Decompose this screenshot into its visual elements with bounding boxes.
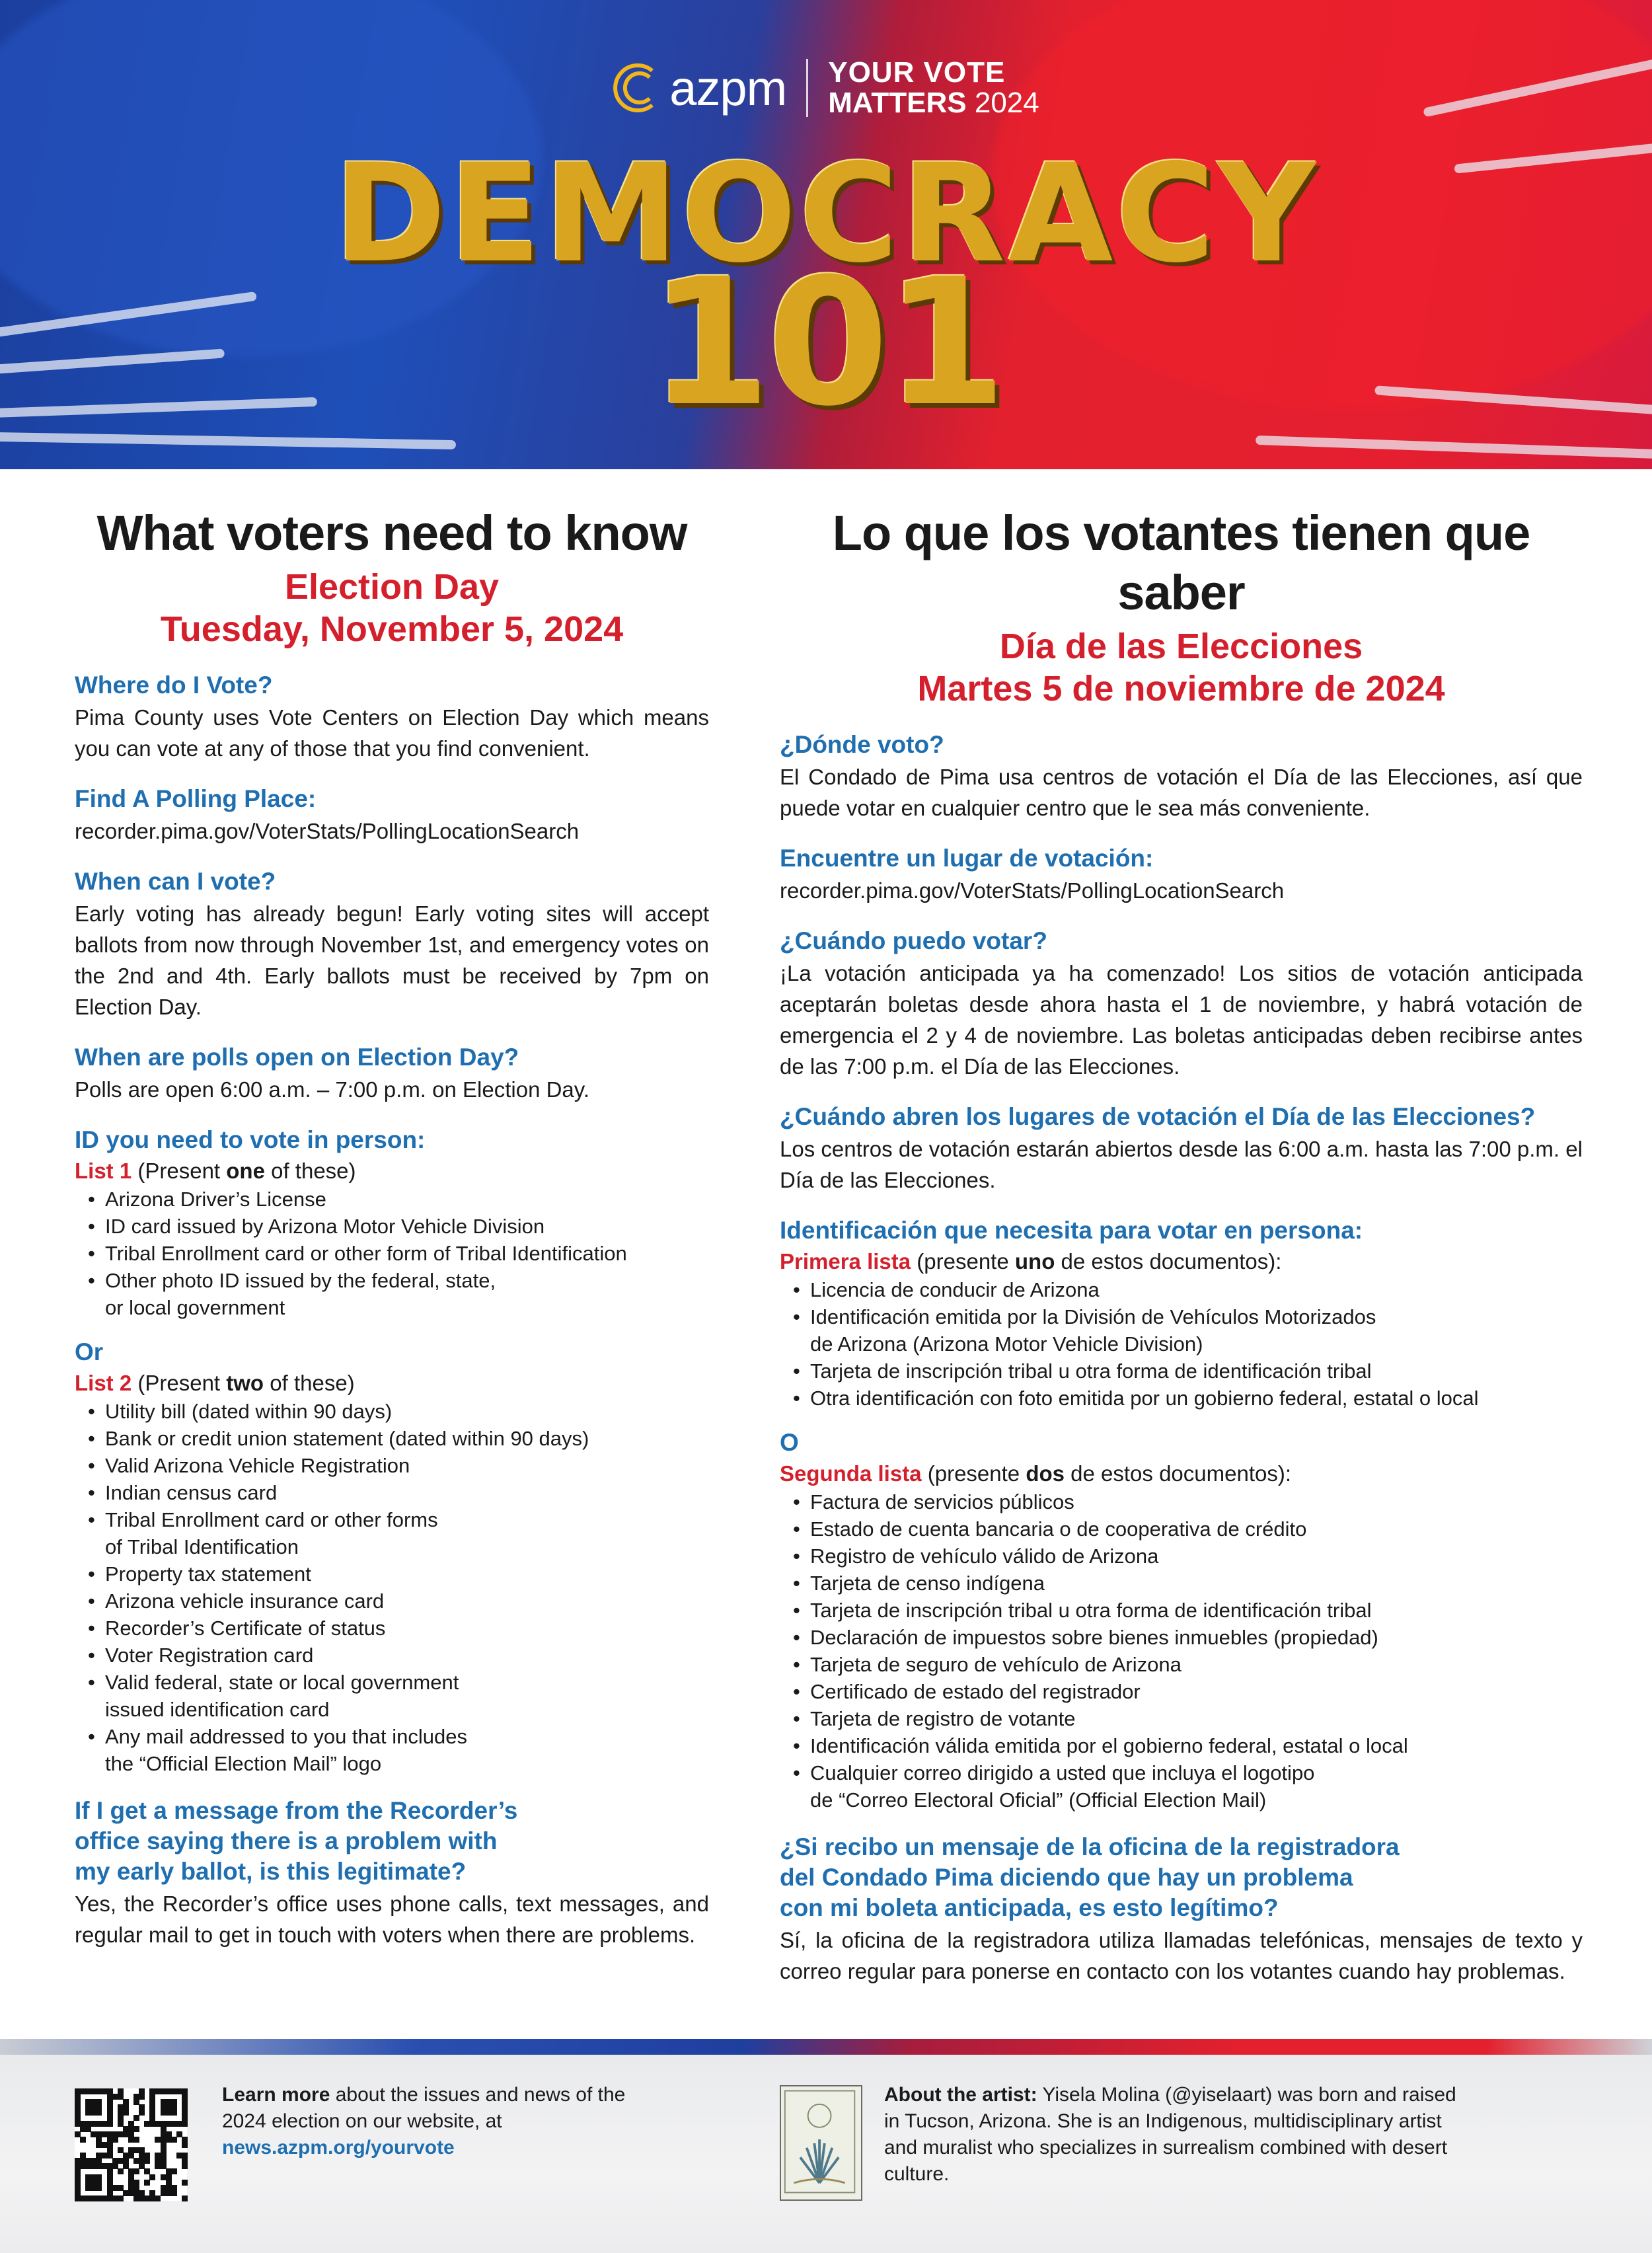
spanish-subtitle-date: Martes 5 de noviembre de 2024 bbox=[917, 669, 1445, 708]
list1-heading: List 1 (Present one of these) bbox=[75, 1159, 356, 1183]
qr-module bbox=[107, 2121, 113, 2127]
list-item-continuation: the “Official Election Mail” logo bbox=[105, 1752, 382, 1775]
list-item: • Other photo ID issued by the federal, state, bbox=[88, 1267, 709, 1294]
question-polls-open: When are polls open on Election Day? bbox=[75, 1044, 519, 1071]
answer-when-vote: Early voting has already begun! Early voting sites will accept ballots from now through November 1st, and emergency votes on the 2nd and 4th. Early ballots must be received by 7pm on Election Day. bbox=[75, 901, 709, 1019]
list2-heading: List 2 (Present two of these) bbox=[75, 1371, 355, 1395]
list2-es bbox=[780, 1488, 1583, 1814]
spanish-title: Lo que los votantes tienen que saber bbox=[832, 506, 1530, 620]
list-item: • Licencia de conducir de Arizona bbox=[793, 1276, 1583, 1303]
answer-polls-open: Polls are open 6:00 a.m. – 7:00 p.m. on Election Day. bbox=[75, 1077, 589, 1102]
qr-module bbox=[96, 2185, 102, 2191]
list-item: • Valid Arizona Vehicle Registration bbox=[88, 1452, 709, 1479]
spanish-column bbox=[780, 489, 1583, 1987]
your-vote-matters-logo bbox=[828, 57, 1039, 118]
qr-module bbox=[133, 2115, 139, 2121]
qr-module bbox=[182, 2121, 188, 2127]
tagline-line2: MATTERS 2024 bbox=[828, 87, 1039, 119]
question-when-vote: When can I vote? bbox=[75, 868, 276, 895]
list-item: • Property tax statement bbox=[88, 1560, 709, 1587]
qr-module bbox=[133, 2137, 139, 2143]
qr-module bbox=[182, 2196, 188, 2201]
logo-divider bbox=[806, 59, 808, 117]
agave-artwork-icon bbox=[781, 2086, 861, 2199]
list-item: • Factura de servicios públicos bbox=[793, 1488, 1583, 1515]
qr-module bbox=[171, 2137, 177, 2143]
qr-module bbox=[112, 2137, 118, 2143]
list-item: • ID card issued by Arizona Motor Vehicle Division bbox=[88, 1213, 709, 1240]
about-artist-text: About the artist: Yisela Molina (@yiselaart) was born and raised in Tucson, Arizona. She is an Indigenous, multidisciplinary artist and muralist who specializes in surrealism combined with desert culture. bbox=[884, 2084, 1456, 2185]
list-item: • Registro de vehículo válido de Arizona bbox=[793, 1543, 1583, 1570]
qr-module bbox=[171, 2110, 177, 2116]
list-item: • Utility bill (dated within 90 days) bbox=[88, 1398, 709, 1425]
qr-module bbox=[155, 2196, 161, 2201]
qr-module bbox=[182, 2142, 188, 2148]
answer-when-vote-es: ¡La votación anticipada ya ha comenzado! Los sitios de votación anticipada aceptarán boletas desde ahora hasta el 1 de noviembre, y habrá votación de emergencia el 2 y 4 de noviembre. Las boletas anticipadas deben recibirse antes de las 7:00 p.m. el Día de las Elecciones. bbox=[780, 961, 1583, 1079]
list-item: • Voter Registration card bbox=[88, 1642, 709, 1669]
qr-module bbox=[139, 2094, 145, 2100]
qr-module bbox=[118, 2168, 124, 2174]
list-item-continuation: de “Correo Electoral Oficial” (Official Election Mail) bbox=[810, 1788, 1267, 1812]
list-item-continuation: de Arizona (Arizona Motor Vehicle Division) bbox=[810, 1332, 1203, 1356]
list1-es bbox=[780, 1276, 1583, 1412]
qr-module bbox=[80, 2137, 86, 2143]
question-recorder-message: If I get a message from the Recorder’s office saying there is a problem with my early ballot, is this legitimate? bbox=[75, 1797, 518, 1885]
title-democracy: DEMOCRACY bbox=[333, 135, 1319, 293]
answer-where-vote-es: El Condado de Pima usa centros de votación el Día de las Elecciones, así que puede votar en cualquier centro que le sea más conveniente. bbox=[780, 765, 1583, 820]
list2 bbox=[75, 1398, 709, 1777]
title-101: 101 bbox=[649, 241, 1003, 445]
or-label: Or bbox=[75, 1338, 104, 1365]
qr-module bbox=[123, 2110, 129, 2116]
english-column bbox=[75, 489, 709, 1950]
spanish-subtitle-election-day: Día de las Elecciones bbox=[999, 627, 1363, 666]
list-item: • Arizona vehicle insurance card bbox=[88, 1587, 709, 1615]
qr-module bbox=[182, 2180, 188, 2186]
english-subtitle-date: Tuesday, November 5, 2024 bbox=[160, 609, 624, 649]
list-item: • Otra identificación con foto emitida por un gobierno federal, estatal o local bbox=[793, 1385, 1583, 1412]
english-subtitle-election-day: Election Day bbox=[284, 567, 500, 607]
qr-module bbox=[118, 2196, 124, 2201]
azpm-logo bbox=[613, 60, 786, 116]
list-item: • Tarjeta de registro de votante bbox=[793, 1705, 1583, 1732]
list-item: • Identificación válida emitida por el gobierno federal, estatal o local bbox=[793, 1732, 1583, 1759]
footer-paint-strip bbox=[0, 2039, 1652, 2055]
answer-where-vote: Pima County uses Vote Centers on Election Day which means you can vote at any of those that you find convenient. bbox=[75, 705, 709, 761]
answer-polls-open-es: Los centros de votación estarán abiertos desde las 6:00 a.m. hasta las 7:00 p.m. el Día de las Elecciones. bbox=[780, 1137, 1583, 1192]
list-item: • Any mail addressed to you that includes bbox=[88, 1723, 709, 1750]
list-item: • Tribal Enrollment card or other form of Tribal Identification bbox=[88, 1240, 709, 1267]
logo-row bbox=[0, 52, 1652, 124]
qr-module bbox=[149, 2174, 155, 2180]
question-polling-place-es: Encuentre un lugar de votación: bbox=[780, 845, 1154, 872]
list-item: • Indian census card bbox=[88, 1479, 709, 1506]
english-title: What voters need to know bbox=[96, 506, 687, 560]
list-item: • Tarjeta de inscripción tribal u otra forma de identificación tribal bbox=[793, 1597, 1583, 1624]
polling-place-link[interactable]: recorder.pima.gov/VoterStats/PollingLocationSearch bbox=[75, 819, 580, 843]
list-item: • Declaración de impuestos sobre bienes inmuebles (propiedad) bbox=[793, 1624, 1583, 1651]
list-item: • Tarjeta de censo indígena bbox=[793, 1570, 1583, 1597]
list-item: • Cualquier correo dirigido a usted que incluya el logotipo bbox=[793, 1759, 1583, 1786]
list-item: • Valid federal, state or local government bbox=[88, 1669, 709, 1696]
tagline-line1: YOUR VOTE bbox=[828, 56, 1006, 89]
qr-module bbox=[144, 2158, 150, 2164]
qr-module bbox=[171, 2190, 177, 2196]
question-recorder-message-es: ¿Si recibo un mensaje de la oficina de la registradora del Condado Pima diciendo que hay un problema con mi boleta anticipada, es esto legítimo? bbox=[780, 1833, 1400, 1921]
list-item: • Tarjeta de inscripción tribal u otra forma de identificación tribal bbox=[793, 1357, 1583, 1385]
list-item: • Recorder’s Certificate of status bbox=[88, 1615, 709, 1642]
learn-more-text: Learn more about the issues and news of the 2024 election on our website, at news.azpm.org/yourvote bbox=[222, 2084, 626, 2158]
qr-module bbox=[139, 2110, 145, 2116]
list-item: • Bank or credit union statement (dated within 90 days) bbox=[88, 1425, 709, 1452]
qr-module bbox=[133, 2168, 139, 2174]
polling-place-link-es[interactable]: recorder.pima.gov/VoterStats/PollingLocationSearch bbox=[780, 878, 1285, 903]
list-item-continuation: of Tribal Identification bbox=[105, 1535, 299, 1558]
list-item: • Identificación emitida por la División de Vehículos Motorizados bbox=[793, 1303, 1583, 1330]
list-item: • Tribal Enrollment card or other forms bbox=[88, 1506, 709, 1533]
list-item-continuation: or local government bbox=[105, 1296, 285, 1319]
list1 bbox=[75, 1186, 709, 1321]
artist-artwork-thumbnail bbox=[780, 2085, 862, 2201]
list-item: • Estado de cuenta bancaria o de cooperativa de crédito bbox=[793, 1515, 1583, 1543]
azpm-brand-text: azpm bbox=[669, 60, 787, 116]
qr-module bbox=[182, 2163, 188, 2169]
qr-module bbox=[96, 2110, 102, 2116]
answer-recorder-message: Yes, the Recorder’s office uses phone calls, text messages, and regular mail to get in touch with voters when there are problems. bbox=[75, 1891, 709, 1947]
header-banner bbox=[0, 0, 1652, 469]
yourvote-link[interactable]: news.azpm.org/yourvote bbox=[222, 2137, 455, 2158]
azpm-waves-icon bbox=[613, 61, 665, 114]
list2-heading-es: Segunda lista (presente dos de estos documentos): bbox=[780, 1461, 1292, 1486]
or-label-es: O bbox=[780, 1429, 799, 1456]
question-id-needed: ID you need to vote in person: bbox=[75, 1126, 426, 1153]
qr-module bbox=[171, 2168, 177, 2174]
question-polls-open-es: ¿Cuándo abren los lugares de votación el Día de las Elecciones? bbox=[780, 1103, 1536, 1130]
list-item: • Certificado de estado del registrador bbox=[793, 1678, 1583, 1705]
question-where-vote: Where do I Vote? bbox=[75, 671, 273, 699]
question-where-vote-es: ¿Dónde voto? bbox=[780, 731, 944, 758]
list-item: • Arizona Driver’s License bbox=[88, 1186, 709, 1213]
question-when-vote-es: ¿Cuándo puedo votar? bbox=[780, 927, 1047, 954]
list1-heading-es: Primera lista (presente uno de estos documentos): bbox=[780, 1249, 1282, 1274]
question-polling-place: Find A Polling Place: bbox=[75, 785, 317, 812]
qr-code-icon[interactable] bbox=[75, 2088, 187, 2201]
answer-recorder-message-es: Sí, la oficina de la registradora utiliza llamadas telefónicas, mensajes de texto y correo regular para ponerse en contacto con los votantes cuando hay problemas. bbox=[780, 1928, 1583, 1983]
qr-module bbox=[144, 2180, 150, 2186]
list-item: • Tarjeta de seguro de vehículo de Arizona bbox=[793, 1651, 1583, 1678]
qr-module bbox=[133, 2126, 139, 2132]
question-id-needed-es: Identificación que necesita para votar en persona: bbox=[780, 1217, 1363, 1244]
list-item-continuation: issued identification card bbox=[105, 1698, 330, 1721]
